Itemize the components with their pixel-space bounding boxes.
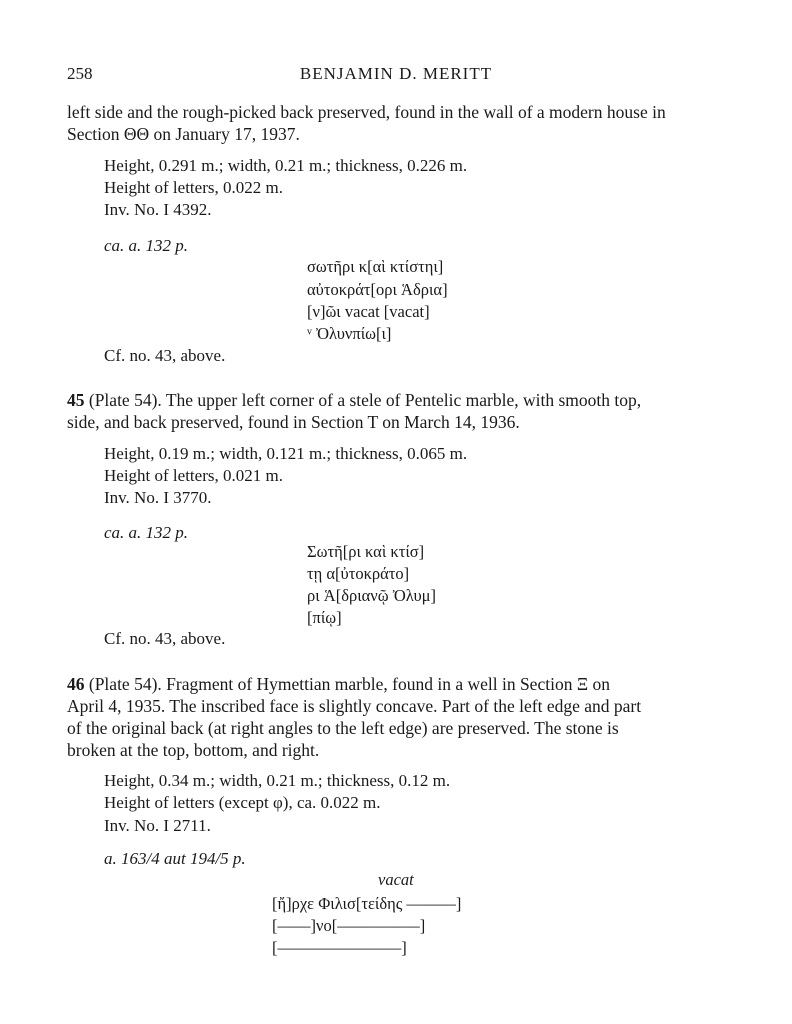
inscription-line: τῃ α[ὐτοκράτο] — [307, 564, 410, 583]
inscription-date: ca. a. 132 p. — [104, 236, 189, 255]
running-head: BENJAMIN D. MERITT — [299, 64, 493, 83]
entry-paragraph — [67, 673, 610, 695]
inscription-line: ρι Ἁ[δριανῷ Ὀλυμ] — [307, 586, 437, 605]
entry-text: (Plate 54). Fragment of Hymettian marble, found in a well in Section Ξ on — [84, 674, 610, 694]
measurement-line: Height, 0.34 m.; width, 0.21 m.; thickness, 0.12 m. — [104, 771, 451, 790]
measurement-line: Height of letters, 0.022 m. — [104, 178, 283, 197]
entry-number: 45 — [67, 390, 85, 410]
entry-number: 46 — [67, 674, 85, 694]
page-number: 258 — [67, 64, 93, 83]
inscription-line: [πίῳ] — [307, 608, 342, 627]
body-line: side, and back preserved, found in Section T on March 14, 1936. — [67, 412, 520, 432]
inscription-line: [––––]νο[––––––––––] — [272, 916, 426, 935]
vacat-label: vacat — [378, 870, 414, 889]
measurement-line: Height, 0.291 m.; width, 0.21 m.; thickness, 0.226 m. — [104, 156, 468, 175]
body-line: broken at the top, bottom, and right. — [67, 740, 320, 760]
inscription-line: [ν]ῶι vacat [vacat] — [307, 302, 430, 321]
inscription-line: [ἤ]ρχε Φιλισ[τείδης ––––––] — [272, 894, 462, 913]
inscription-line: [–––––––––––––––] — [272, 938, 407, 957]
entry-paragraph — [67, 389, 641, 411]
cross-reference: Cf. no. 43, above. — [104, 346, 226, 365]
measurement-line: Height of letters (except φ), ca. 0.022 m. — [104, 793, 381, 812]
measurement-line: Inv. No. I 4392. — [104, 200, 212, 219]
measurement-line: Inv. No. I 3770. — [104, 488, 212, 507]
inscription-line: Σωτῆ[ρι καὶ κτίσ] — [307, 542, 425, 561]
body-line: Section ΘΘ on January 17, 1937. — [67, 124, 300, 144]
cross-reference: Cf. no. 43, above. — [104, 629, 226, 648]
measurement-line: Height of letters, 0.021 m. — [104, 466, 283, 485]
body-line: left side and the rough-picked back preserved, found in the wall of a modern house in — [67, 102, 666, 122]
measurement-line: Inv. No. I 2711. — [104, 816, 211, 835]
inscription-line: αὐτοκράτ[ορι Ἁδρια] — [307, 280, 448, 299]
inscription-line: σωτῆρι κ[αὶ κτίστηι] — [307, 257, 444, 276]
measurement-line: Height, 0.19 m.; width, 0.121 m.; thickness, 0.065 m. — [104, 444, 468, 463]
body-line: of the original back (at right angles to the left edge) are preserved. The stone is — [67, 718, 619, 738]
inscription-date: ca. a. 132 p. — [104, 523, 189, 542]
entry-text: (Plate 54). The upper left corner of a stele of Pentelic marble, with smooth top, — [84, 390, 642, 410]
inscription-line: ᵛ Ὀλυνπίω[ι] — [307, 324, 392, 343]
body-line: April 4, 1935. The inscribed face is slightly concave. Part of the left edge and part — [67, 696, 642, 716]
inscription-date: a. 163/4 aut 194/5 p. — [104, 849, 246, 868]
